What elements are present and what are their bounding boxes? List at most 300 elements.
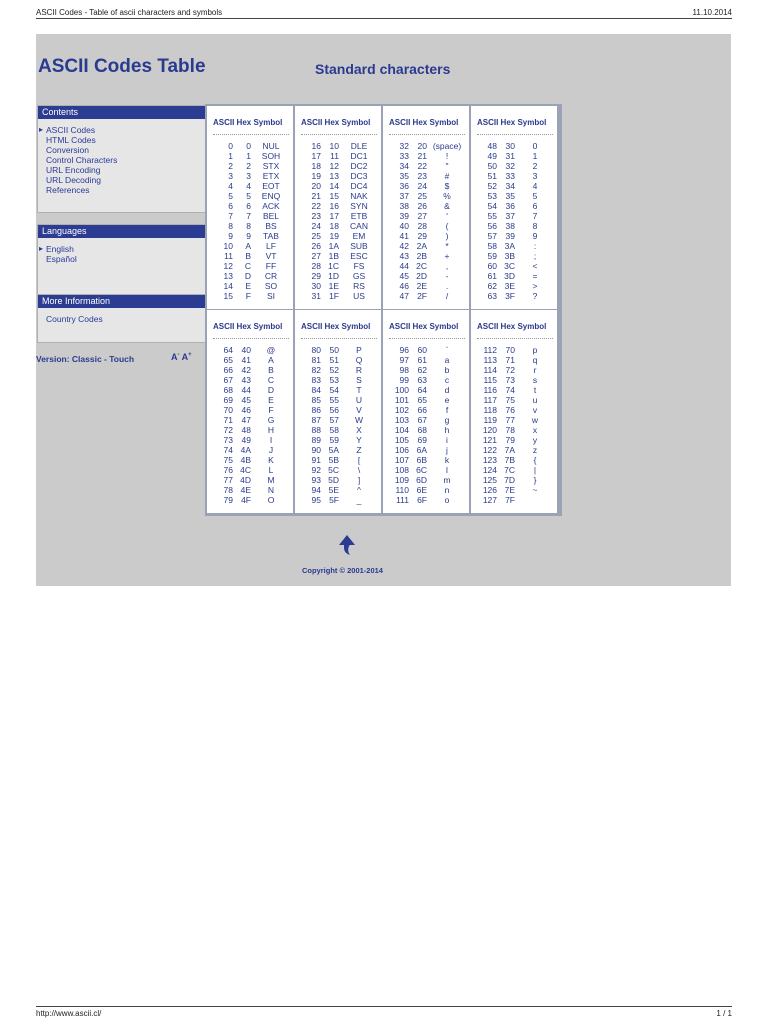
symbol-value: RS <box>353 281 365 291</box>
symbol-value: SI <box>266 291 276 301</box>
symbol-value: t <box>533 385 537 395</box>
table-row <box>471 345 557 355</box>
table-row <box>207 251 293 261</box>
symbol-value: ENQ <box>261 191 281 201</box>
table-row <box>383 465 469 475</box>
ascii-value: 28 <box>311 261 321 271</box>
symbol-value: P <box>356 345 362 355</box>
hex-value: 56 <box>329 405 339 415</box>
symbol-value: NAK <box>350 191 368 201</box>
ascii-value: 65 <box>223 355 233 365</box>
table-row <box>207 231 293 241</box>
hex-value: 46 <box>241 405 251 415</box>
ascii-value: 4 <box>228 181 233 191</box>
table-row <box>295 211 381 221</box>
hex-value: 7C <box>504 465 515 475</box>
ascii-value: 40 <box>399 221 409 231</box>
table-row <box>383 495 469 505</box>
table-row <box>207 261 293 271</box>
hex-value: 3E <box>504 281 515 291</box>
nav-link-control-characters[interactable]: Control Characters <box>46 155 118 165</box>
column-rows <box>207 141 293 301</box>
symbol-value: 9 <box>532 231 538 241</box>
symbol-value: + <box>444 251 450 261</box>
table-row <box>207 375 293 385</box>
symbol-value: ESC <box>350 251 368 261</box>
table-row <box>383 345 469 355</box>
table-row <box>295 355 381 365</box>
hex-value: 29 <box>417 231 427 241</box>
ascii-value: 59 <box>487 251 497 261</box>
hex-value: 5F <box>329 495 339 505</box>
symbol-value: h <box>444 425 450 435</box>
ascii-value: 124 <box>482 465 497 475</box>
symbol-value: \ <box>357 465 361 475</box>
symbol-value: LF <box>266 241 276 251</box>
ascii-value: 67 <box>223 375 233 385</box>
symbol-value: # <box>444 171 450 181</box>
hex-value: 11 <box>330 151 339 161</box>
ascii-value: 47 <box>399 291 409 301</box>
table-row <box>207 151 293 161</box>
ascii-value: 16 <box>311 141 321 151</box>
symbol-value: l <box>446 465 448 475</box>
hex-value: 50 <box>329 345 339 355</box>
table-row <box>471 465 557 475</box>
symbol-value: { <box>533 455 537 465</box>
symbol-value: ? <box>532 291 538 301</box>
ascii-value: 93 <box>311 475 321 485</box>
symbol-value: ' <box>446 211 448 221</box>
symbol-value: M <box>267 475 275 485</box>
print-date: 11.10.2014 <box>692 8 732 17</box>
nav-link-html-codes[interactable]: HTML Codes <box>46 135 96 145</box>
ascii-value: 46 <box>399 281 409 291</box>
table-row <box>471 495 557 505</box>
ascii-value: 86 <box>311 405 321 415</box>
ascii-value: 45 <box>399 271 409 281</box>
symbol-value: V <box>356 405 362 415</box>
table-row <box>383 385 469 395</box>
hex-value: 67 <box>417 415 427 425</box>
symbol-value: N <box>267 485 275 495</box>
table-row <box>383 171 469 181</box>
hex-value: 41 <box>241 355 251 365</box>
symbol-value: s <box>532 375 538 385</box>
ascii-value: 43 <box>399 251 409 261</box>
table-row <box>471 181 557 191</box>
symbol-value: g <box>444 415 450 425</box>
hex-value: 3 <box>246 171 251 181</box>
symbol-value: U <box>355 395 363 405</box>
hex-value: 4F <box>241 495 251 505</box>
table-row <box>207 201 293 211</box>
ascii-value: 1 <box>228 151 233 161</box>
hex-value: 17 <box>329 211 339 221</box>
table-row <box>383 435 469 445</box>
symbol-value: (space) <box>432 141 462 151</box>
table-row <box>295 191 381 201</box>
ascii-value: 17 <box>311 151 321 161</box>
ascii-value: 106 <box>394 445 409 455</box>
hex-value: 2F <box>417 291 427 301</box>
hex-value: 15 <box>329 191 339 201</box>
hex-value: 6B <box>416 455 427 465</box>
ascii-value: 80 <box>311 345 321 355</box>
ascii-value: 81 <box>311 355 321 365</box>
column-rows <box>471 345 557 505</box>
symbol-value: F <box>268 405 274 415</box>
column-rows <box>383 141 469 301</box>
column-header: ASCII Hex Symbol <box>301 118 377 135</box>
symbol-value: 7 <box>532 211 538 221</box>
ascii-value: 85 <box>311 395 321 405</box>
hex-value: 14 <box>329 181 339 191</box>
hex-value: 2A <box>416 241 427 251</box>
table-row <box>207 365 293 375</box>
ascii-value: 11 <box>224 251 233 261</box>
table-row <box>295 455 381 465</box>
symbol-value: < <box>532 261 538 271</box>
symbol-value: Y <box>356 435 362 445</box>
hex-value: 4A <box>240 445 251 455</box>
hex-value: 13 <box>329 171 339 181</box>
table-row <box>295 395 381 405</box>
symbol-value: US <box>353 291 365 301</box>
symbol-value: VT <box>265 251 277 261</box>
ascii-value: 98 <box>399 365 409 375</box>
hex-value: 7E <box>504 485 515 495</box>
hex-value: 31 <box>505 151 515 161</box>
language-link-english[interactable]: ▸ English <box>44 244 206 254</box>
hex-value: 2E <box>416 281 427 291</box>
symbol-value: K <box>268 455 274 465</box>
symbol-value: _ <box>356 495 362 505</box>
copyright: Copyright © 2001-2014 <box>302 566 383 575</box>
font-smaller-button[interactable] <box>171 352 180 362</box>
ascii-value: 122 <box>482 445 497 455</box>
nav-link-conversion[interactable]: Conversion <box>46 145 89 155</box>
hex-value: 48 <box>241 425 251 435</box>
ascii-value: 42 <box>399 241 409 251</box>
hex-value: 1F <box>329 291 339 301</box>
table-row <box>295 151 381 161</box>
ascii-value: 79 <box>223 495 233 505</box>
ascii-value: 75 <box>223 455 233 465</box>
table-row <box>295 271 381 281</box>
symbol-value: DC1 <box>350 151 368 161</box>
ascii-value: 68 <box>223 385 233 395</box>
symbol-value: CR <box>264 271 278 281</box>
hex-value: 6C <box>416 465 427 475</box>
table-row <box>295 485 381 495</box>
symbol-value: r <box>533 365 537 375</box>
table-row <box>207 271 293 281</box>
ascii-value: 109 <box>394 475 409 485</box>
ascii-value: 27 <box>311 251 321 261</box>
contents-list <box>38 119 206 201</box>
table-row <box>471 171 557 181</box>
table-row <box>207 405 293 415</box>
table-row <box>295 281 381 291</box>
table-row <box>471 141 557 151</box>
table-row <box>295 241 381 251</box>
ascii-value: 38 <box>399 201 409 211</box>
hex-value: 69 <box>417 435 427 445</box>
ascii-value: 41 <box>399 231 409 241</box>
font-larger-button[interactable] <box>182 352 192 362</box>
symbol-value: 3 <box>532 171 538 181</box>
ascii-value: 82 <box>311 365 321 375</box>
hex-value: 5C <box>328 465 339 475</box>
hex-value: 3B <box>504 251 515 261</box>
symbol-value: c <box>444 375 450 385</box>
ascii-table <box>205 104 562 516</box>
hex-value: 4 <box>246 181 251 191</box>
ascii-value: 57 <box>487 231 497 241</box>
symbol-value: SOH <box>261 151 281 161</box>
table-row <box>383 375 469 385</box>
language-link-espanol[interactable]: Español <box>46 254 77 264</box>
hex-value: 20 <box>417 141 427 151</box>
symbol-value: f <box>445 405 449 415</box>
table-row <box>207 191 293 201</box>
hex-value: 6E <box>416 485 427 495</box>
symbol-value: $ <box>444 181 450 191</box>
hex-value: 3C <box>504 261 515 271</box>
ascii-value: 70 <box>223 405 233 415</box>
ascii-column <box>471 106 557 309</box>
table-row <box>207 415 293 425</box>
ascii-value: 114 <box>483 365 497 375</box>
hex-value: 9 <box>246 231 251 241</box>
ascii-column <box>295 106 381 309</box>
print-url: http://www.ascii.cl/ <box>36 1009 102 1018</box>
ascii-value: 32 <box>399 141 409 151</box>
table-row <box>383 281 469 291</box>
symbol-value: R <box>355 365 363 375</box>
table-row <box>207 355 293 365</box>
hex-value: 72 <box>505 365 515 375</box>
symbol-value: ETB <box>350 211 368 221</box>
table-row <box>383 365 469 375</box>
ascii-value: 61 <box>487 271 497 281</box>
ascii-value: 13 <box>223 271 233 281</box>
symbol-value: ` <box>445 345 449 355</box>
more-info-list <box>38 308 206 330</box>
symbol-value: E <box>268 395 274 405</box>
ascii-value: 73 <box>223 435 233 445</box>
symbol-value: FF <box>265 261 277 271</box>
hex-value: 21 <box>417 151 427 161</box>
version-switch[interactable]: Version: Classic - Touch <box>36 354 135 364</box>
symbol-value: = <box>532 271 538 281</box>
column-header: ASCII Hex Symbol <box>477 322 553 339</box>
table-row <box>383 221 469 231</box>
table-row <box>207 455 293 465</box>
symbol-value: u <box>532 395 538 405</box>
table-row <box>383 291 469 301</box>
ascii-value: 20 <box>311 181 321 191</box>
hex-value: 7A <box>504 445 515 455</box>
ascii-value: 58 <box>487 241 497 251</box>
table-row <box>383 201 469 211</box>
symbol-value: v <box>532 405 538 415</box>
ascii-value: 3 <box>228 171 233 181</box>
ascii-value: 37 <box>399 191 409 201</box>
nav-link-url-encoding[interactable]: URL Encoding <box>46 165 101 175</box>
symbol-value: ! <box>445 151 449 161</box>
hex-value: 5 <box>246 191 251 201</box>
hex-value: 78 <box>505 425 515 435</box>
hex-value: 53 <box>329 375 339 385</box>
symbol-value: i <box>446 435 448 445</box>
symbol-value: BS <box>265 221 277 231</box>
table-row <box>471 191 557 201</box>
ascii-value: 89 <box>311 435 321 445</box>
table-row <box>383 251 469 261</box>
hex-value: 28 <box>417 221 427 231</box>
table-row <box>295 425 381 435</box>
symbol-value: 1 <box>532 151 538 161</box>
print-footer <box>36 1006 732 1019</box>
symbol-value: W <box>354 415 364 425</box>
symbol-value: TAB <box>263 231 279 241</box>
symbol-value: ) <box>445 231 449 241</box>
table-row <box>207 425 293 435</box>
symbol-value: 4 <box>532 181 538 191</box>
ascii-value: 6 <box>228 201 233 211</box>
table-row <box>207 445 293 455</box>
table-row <box>295 221 381 231</box>
symbol-value: A <box>268 355 274 365</box>
table-row <box>471 161 557 171</box>
font-larger-letter: A <box>181 352 189 362</box>
column-rows <box>471 141 557 301</box>
ascii-value: 23 <box>311 211 321 221</box>
languages-heading: Languages <box>38 225 206 238</box>
symbol-value: CAN <box>350 221 368 231</box>
ascii-column <box>383 310 469 513</box>
hex-value: 24 <box>417 181 427 191</box>
hex-value: 22 <box>417 161 427 171</box>
table-row <box>207 475 293 485</box>
ascii-value: 55 <box>487 211 497 221</box>
ascii-column <box>207 106 293 309</box>
nav-link-ascii-codes[interactable]: ▸ ASCII Codes <box>44 125 206 135</box>
hex-value: 59 <box>329 435 339 445</box>
table-row <box>295 231 381 241</box>
hex-value: 66 <box>417 405 427 415</box>
symbol-value: x <box>532 425 538 435</box>
symbol-value: z <box>532 445 538 455</box>
hex-value: 43 <box>241 375 251 385</box>
hex-value: 65 <box>417 395 427 405</box>
hex-value: 61 <box>417 355 427 365</box>
more-info-heading: More Information <box>38 295 206 308</box>
hex-value: 1 <box>246 151 251 161</box>
hex-value: 10 <box>329 141 339 151</box>
hex-value: 30 <box>505 141 515 151</box>
ascii-value: 126 <box>482 485 497 495</box>
symbol-value: j <box>446 445 448 455</box>
table-row <box>295 161 381 171</box>
symbol-value: STX <box>262 161 280 171</box>
symbol-value: ~ <box>532 485 538 495</box>
ascii-value: 63 <box>487 291 497 301</box>
symbol-value: S <box>356 375 362 385</box>
hex-value: 58 <box>329 425 339 435</box>
ascii-value: 123 <box>482 455 497 465</box>
hex-value: 33 <box>505 171 515 181</box>
hex-value: 63 <box>417 375 427 385</box>
ascii-value: 102 <box>394 405 409 415</box>
table-row <box>295 465 381 475</box>
ascii-value: 7 <box>228 211 233 221</box>
ascii-value: 72 <box>223 425 233 435</box>
table-row <box>471 385 557 395</box>
symbol-value: T <box>356 385 362 395</box>
ascii-value: 115 <box>483 375 497 385</box>
column-header: ASCII Hex Symbol <box>213 322 289 339</box>
table-row <box>295 291 381 301</box>
table-row <box>383 181 469 191</box>
table-row <box>295 385 381 395</box>
hex-value: 51 <box>329 355 339 365</box>
table-row <box>383 211 469 221</box>
up-arrow-icon[interactable] <box>337 534 357 556</box>
ascii-value: 30 <box>311 281 321 291</box>
hex-value: 26 <box>417 201 427 211</box>
print-header <box>36 6 732 19</box>
symbol-value: . <box>445 281 449 291</box>
hex-value: 32 <box>505 161 515 171</box>
hex-value: 12 <box>329 161 339 171</box>
table-row <box>383 475 469 485</box>
ascii-value: 19 <box>311 171 321 181</box>
nav-link-references[interactable]: References <box>46 185 90 195</box>
hex-value: 49 <box>241 435 251 445</box>
nav-link-url-decoding[interactable]: URL Decoding <box>46 175 101 185</box>
hex-value: A <box>245 241 251 251</box>
symbol-value: Q <box>355 355 363 365</box>
hex-value: 73 <box>505 375 515 385</box>
table-row <box>295 171 381 181</box>
link-country-codes[interactable]: Country Codes <box>46 314 103 324</box>
ascii-value: 49 <box>487 151 497 161</box>
symbol-value: DC4 <box>350 181 368 191</box>
symbol-value: EM <box>352 231 366 241</box>
symbol-value: % <box>443 191 451 201</box>
symbol-value: Z <box>356 445 362 455</box>
symbol-value: D <box>267 385 275 395</box>
ascii-value: 5 <box>228 191 233 201</box>
ascii-value: 127 <box>482 495 497 505</box>
table-row <box>207 485 293 495</box>
symbol-value: : <box>533 241 537 251</box>
column-rows <box>295 345 381 505</box>
hex-value: 54 <box>329 385 339 395</box>
ascii-column <box>295 310 381 513</box>
hex-value: 4C <box>240 465 251 475</box>
table-row <box>471 271 557 281</box>
symbol-value: > <box>532 281 538 291</box>
ascii-value: 116 <box>483 385 497 395</box>
table-row <box>207 181 293 191</box>
ascii-value: 66 <box>223 365 233 375</box>
column-header: ASCII Hex Symbol <box>477 118 553 135</box>
site-title[interactable]: ASCII Codes Table <box>38 56 206 77</box>
